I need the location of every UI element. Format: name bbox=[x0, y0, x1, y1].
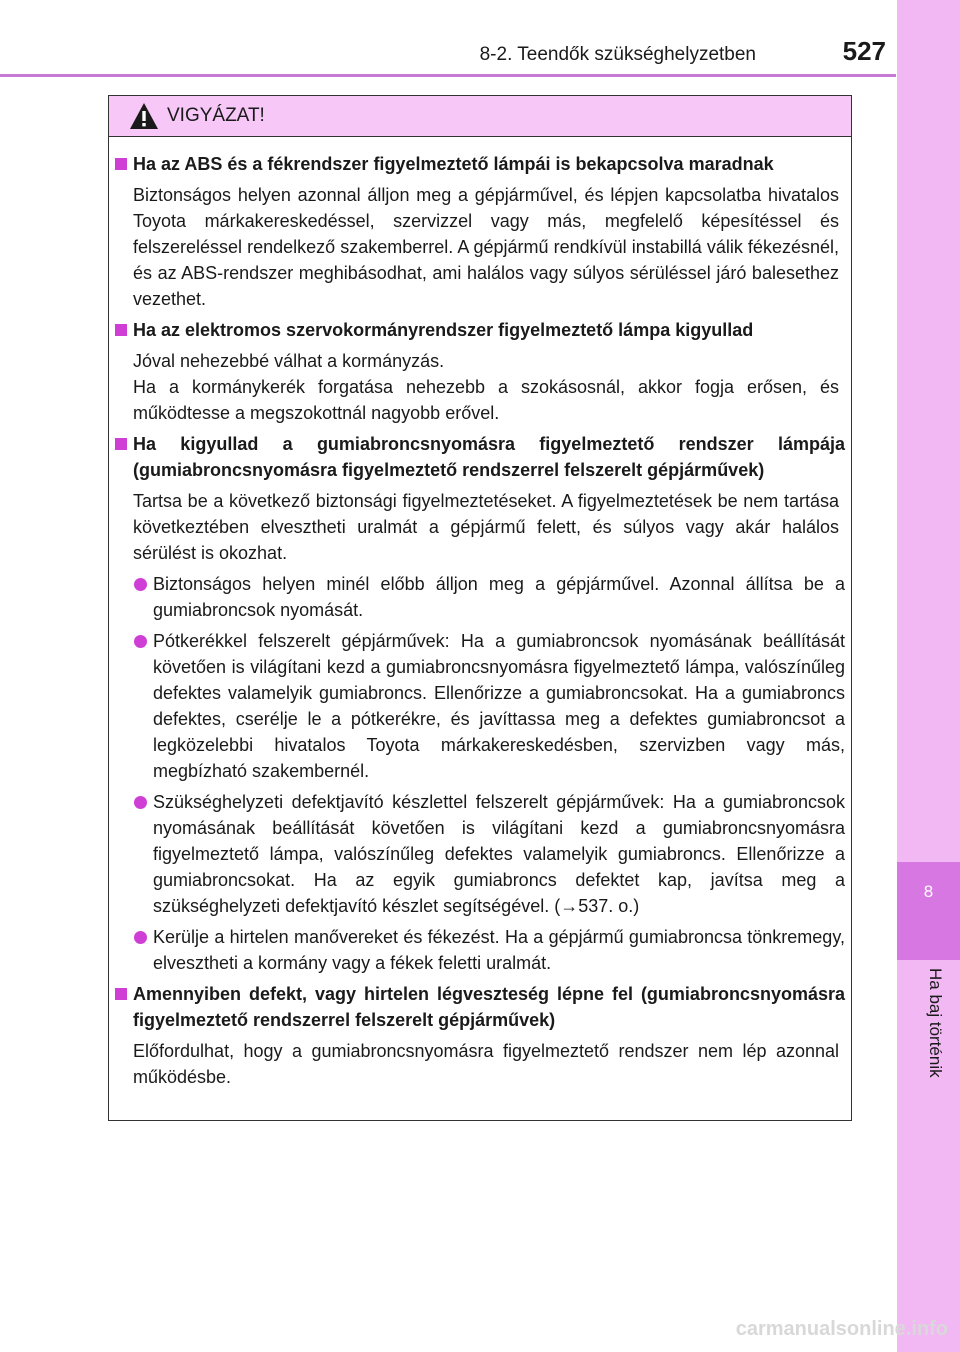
round-bullet-icon bbox=[134, 796, 147, 809]
warning-header bbox=[109, 96, 851, 137]
section-title: 8-2. Teendők szükséghelyzetben bbox=[479, 44, 756, 65]
section-body-flat: Előfordulhat, hogy a gumiabroncsnyomásra figyelmeztető rendszer nem lép azonnal működésbe. bbox=[133, 1041, 839, 1087]
header-divider bbox=[0, 74, 896, 77]
list-item: Kerülje a hirtelen manővereket és fékezést. Ha a gépjármű gumiabroncsa tönkremegy, elvesztheti a kormány vagy a fékek feletti uralmát. bbox=[109, 924, 851, 976]
round-bullet-icon bbox=[134, 635, 147, 648]
round-bullet-icon bbox=[134, 931, 147, 944]
square-bullet-icon bbox=[115, 438, 127, 450]
chapter-number: 8 bbox=[923, 882, 934, 901]
chapter-tab[interactable] bbox=[897, 862, 960, 960]
warning-content bbox=[109, 148, 851, 1095]
list-item: Biztonságos helyen minél előbb álljon meg a gépjárművel. Azonnal állítsa be a gumiabroncsok nyomását. bbox=[109, 571, 851, 623]
warning-title: VIGYÁZAT! bbox=[167, 105, 265, 126]
side-tab-strip bbox=[897, 0, 960, 1352]
round-bullet-icon bbox=[134, 578, 147, 591]
watermark: carmanualsonline.info bbox=[735, 1318, 948, 1340]
list-item: Szükséghelyzeti defektjavító készlettel felszerelt gépjárművek: Ha a gumiabroncsok nyomásának beállítását követően is világítani kezd a gumiabroncsnyomásra figyelmeztető lámpa, valószínűleg defektes valamelyik gumiabroncs. Ellenőrizze a gumiabroncsokat. Ha az egyik gumiabroncs defektet kap, javítsa meg a szükséghelyzeti defektjavító készlet segítségével. (→537. o.) bbox=[109, 789, 851, 919]
list-item: Pótkerékkel felszerelt gépjárművek: Ha a gumiabroncsok nyomásának beállítását követően is világítani kezd a gumiabroncsnyomásra figyelmeztető lámpa, valószínűleg defektes valamelyik gumiabroncs. Ellenőrizze a gumiabroncsokat. Ha a gumiabroncs defektes, cserélje le a pótkerékre, és javíttassa meg a defektes gumiabroncsot a legközelebbi hivatalos Toyota márkakereskedésben, szervizben vagy más, megbízható szakembernél. bbox=[109, 628, 851, 784]
section-heading-flat: Amennyiben defekt, vagy hirtelen légveszteség lépne fel (gumiabroncsnyomásra figyelmeztető rendszerrel felszerelt gépjárművek) bbox=[109, 981, 851, 1033]
square-bullet-icon bbox=[115, 324, 127, 336]
section-heading-eps: Ha az elektromos szervokormányrendszer figyelmeztető lámpa kigyullad bbox=[109, 317, 851, 343]
eps-line-2: Ha a kormánykerék forgatása nehezebb a szokásosnál, akkor fogja erősen, és működtesse a megszokottnál nagyobb erővel. bbox=[133, 377, 839, 423]
square-bullet-icon bbox=[115, 988, 127, 1000]
section-heading-tpms: Ha kigyullad a gumiabroncsnyomásra figyelmeztető rendszer lámpája (gumiabroncsnyomásra figyelmeztető rendszerrel felszerelt gépjárművek) bbox=[109, 431, 851, 483]
square-bullet-icon bbox=[115, 158, 127, 170]
section-body-abs: Biztonságos helyen azonnal álljon meg a gépjárművel, és lépjen kapcsolatba hivatalos Toyota márkakereskedéssel, szervizzel vagy más, megfelelő képesítéssel és felszereléssel rendelkező szakemberrel. A gépjármű rendkívül instabillá válik fékezésnél, és az ABS-rendszer meghibásodhat, ami halálos vagy súlyos sérüléssel járó balesethez vezethet. bbox=[133, 185, 839, 309]
page-number: 527 bbox=[842, 36, 886, 66]
warning-triangle-icon bbox=[129, 102, 159, 130]
section-body-eps bbox=[109, 348, 851, 426]
warning-box bbox=[108, 95, 852, 1121]
section-heading-abs: Ha az ABS és a fékrendszer figyelmeztető lámpái is bekapcsolva maradnak bbox=[109, 151, 851, 177]
chapter-title: Ha baj történik bbox=[926, 968, 945, 1078]
eps-line-1: Jóval nehezebbé válhat a kormányzás. bbox=[133, 351, 445, 371]
section-body-tpms: Tartsa be a következő biztonsági figyelmeztetéseket. A figyelmeztetések be nem tartása következtében elvesztheti uralmát a gépjármű felett, és súlyos vagy akár halálos sérülést is okozhat. bbox=[133, 491, 839, 563]
